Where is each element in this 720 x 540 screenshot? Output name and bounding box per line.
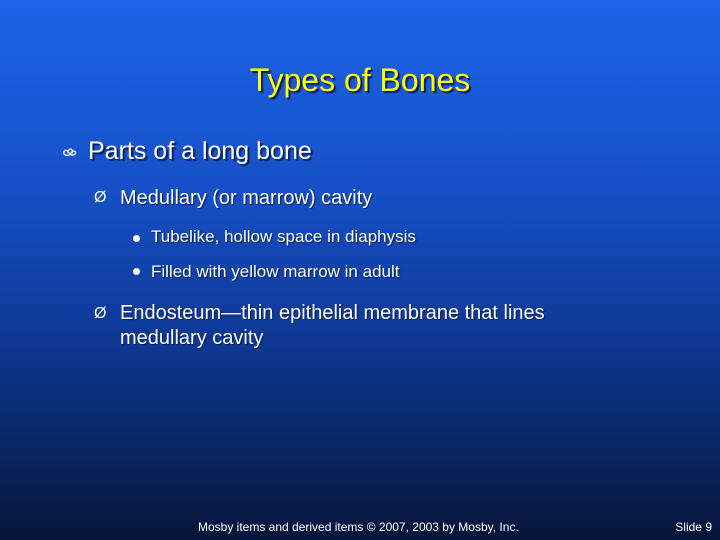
- subitem-yellow-marrow: Filled with yellow marrow in adult: [151, 262, 400, 281]
- endosteum-line2: medullary cavity: [120, 327, 264, 349]
- dot-bullet-icon: [133, 235, 140, 242]
- arrow-bullet-icon: Ø: [94, 305, 107, 322]
- arrow-bullet-icon: Ø: [94, 189, 107, 206]
- slide-title: Types of Bones: [249, 62, 471, 98]
- footer-copyright: Mosby items and derived items © 2007, 2003 by Mosby, Inc.: [198, 520, 519, 534]
- list-item-medullary: Medullary (or marrow) cavity: [120, 187, 373, 209]
- level1-bullet-text: Parts of a long bone: [88, 137, 312, 165]
- slide-number: Slide 9: [675, 520, 712, 534]
- flower-bullet-icon: [62, 146, 78, 158]
- subitem-tubelike: Tubelike, hollow space in diaphysis: [151, 227, 416, 246]
- list-item-endosteum: [120, 301, 545, 351]
- dot-bullet-icon: [133, 268, 140, 275]
- endosteum-line1: Endosteum—thin epithelial membrane that lines: [120, 302, 545, 324]
